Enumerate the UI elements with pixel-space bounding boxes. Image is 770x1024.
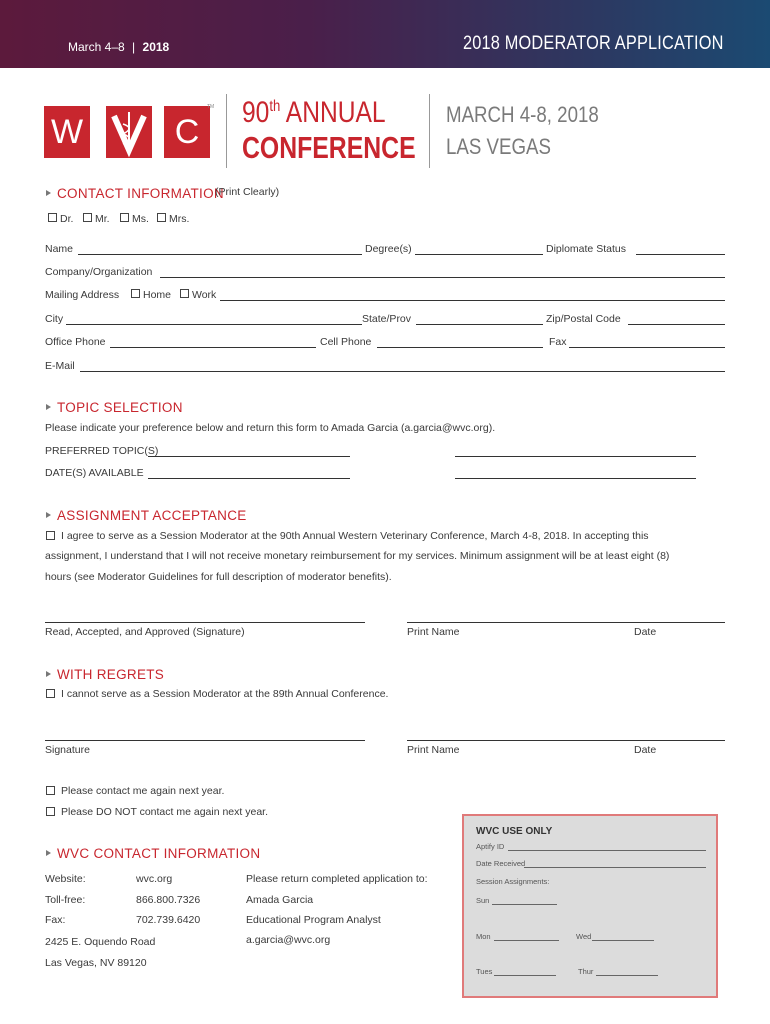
wvc-fax-value: 702.739.6420	[136, 914, 201, 926]
address-line1: 2425 E. Oquendo Road	[45, 936, 156, 948]
mailing-work-label: Work	[192, 289, 217, 301]
title-ms-checkbox[interactable]	[120, 213, 129, 222]
email-label: E-Mail	[45, 360, 75, 372]
trademark: TM	[207, 104, 215, 110]
section-arrow-icon	[46, 850, 51, 856]
assignment-print-name-label: Print Name	[407, 626, 460, 638]
caduceus-v-icon	[106, 106, 152, 158]
cell-phone-label: Cell Phone	[320, 336, 372, 348]
use-only-title: WVC USE ONLY	[476, 826, 553, 837]
assignment-text-line3: hours (see Moderator Guidelines for full description of moderator benefits).	[45, 571, 392, 583]
title-dr-label: Dr.	[60, 213, 74, 225]
preferred-topics-label: PREFERRED TOPIC(S)	[45, 445, 159, 457]
regrets-text: I cannot serve as a Session Moderator at the 89th Annual Conference.	[61, 688, 389, 700]
regrets-print-name-label: Print Name	[407, 744, 460, 756]
degrees-field[interactable]	[415, 254, 543, 255]
website-label: Website:	[45, 873, 86, 885]
contact-email[interactable]: a.garcia@wvc.org	[246, 934, 331, 946]
regrets-print-name-field[interactable]	[407, 740, 725, 741]
diplomate-field[interactable]	[636, 254, 725, 255]
mailing-home-label: Home	[143, 289, 172, 301]
do-not-contact-label: Please DO NOT contact me again next year.	[61, 806, 268, 818]
header-year: 2018	[142, 40, 170, 54]
office-phone-label: Office Phone	[45, 336, 106, 348]
assignment-signature-label: Read, Accepted, and Approved (Signature)	[45, 626, 245, 638]
header-separator: |	[132, 40, 136, 54]
dates-available-label: DATE(S) AVAILABLE	[45, 467, 144, 479]
wed-field[interactable]	[592, 940, 654, 941]
mailing-label: Mailing Address	[45, 289, 120, 301]
tollfree-value: 866.800.7326	[136, 894, 201, 906]
dates-available-field[interactable]	[148, 478, 350, 479]
wvc-contact-heading: WVC CONTACT INFORMATION	[57, 846, 261, 861]
contact-again-checkbox[interactable]	[46, 786, 55, 795]
name-field[interactable]	[78, 254, 362, 255]
agree-checkbox[interactable]	[46, 531, 55, 540]
regrets-signature-label: Signature	[45, 744, 90, 756]
title-mr-label: Mr.	[95, 213, 110, 225]
address-line2: Las Vegas, NV 89120	[45, 957, 147, 969]
session-assignments-label: Session Assignments:	[476, 877, 550, 886]
regrets-heading: WITH REGRETS	[57, 667, 165, 682]
assignment-text-line2: assignment, I understand that I will not receive monetary reimbursement for my services. Minimum assignment will be at least eight (8)	[45, 550, 670, 562]
conference-city: LAS VEGAS	[446, 134, 551, 159]
mon-field[interactable]	[494, 940, 559, 941]
state-label: State/Prov	[362, 313, 412, 325]
title-mr-checkbox[interactable]	[83, 213, 92, 222]
mailing-home-checkbox[interactable]	[131, 289, 140, 298]
header-dates	[68, 40, 169, 54]
website-value[interactable]: wvc.org	[136, 873, 173, 885]
do-not-contact-checkbox[interactable]	[46, 807, 55, 816]
logo-letter-w: W	[44, 106, 90, 158]
city-label: City	[45, 313, 64, 325]
title-dr-checkbox[interactable]	[48, 213, 57, 222]
state-field[interactable]	[416, 324, 543, 325]
mailing-field[interactable]	[220, 300, 725, 301]
zip-label: Zip/Postal Code	[546, 313, 621, 325]
diplomate-label: Diplomate Status	[546, 243, 626, 255]
title-mrs-label: Mrs.	[169, 213, 190, 225]
wvc-fax-label: Fax:	[45, 914, 66, 926]
tues-field[interactable]	[494, 975, 556, 976]
return-instructions: Please return completed application to:	[246, 873, 428, 885]
assignment-print-name-field[interactable]	[407, 622, 725, 623]
zip-field[interactable]	[628, 324, 725, 325]
sun-label: Sun	[476, 896, 490, 905]
fax-label: Fax	[549, 336, 567, 348]
header-date-range: March 4–8	[68, 40, 125, 54]
assignment-signature-field[interactable]	[45, 622, 365, 623]
cell-phone-field[interactable]	[377, 347, 543, 348]
regrets-checkbox[interactable]	[46, 689, 55, 698]
regrets-signature-field[interactable]	[45, 740, 365, 741]
tollfree-label: Toll-free:	[45, 894, 86, 906]
topic-instructions: Please indicate your preference below and return this form to Amada Garcia (a.garcia@wvc.org).	[45, 422, 496, 434]
conference-title-line1: 90th ANNUAL	[242, 96, 386, 129]
preferred-topics-field-2[interactable]	[455, 456, 696, 457]
name-label: Name	[45, 243, 74, 255]
print-clearly-note: (Print Clearly)	[215, 186, 280, 198]
email-field[interactable]	[80, 371, 725, 372]
title-ms-label: Ms.	[132, 213, 149, 225]
dates-available-field-2[interactable]	[455, 478, 696, 479]
title-mrs-checkbox[interactable]	[157, 213, 166, 222]
regrets-date-label: Date	[634, 744, 657, 756]
assignment-heading: ASSIGNMENT ACCEPTANCE	[57, 508, 247, 523]
company-label: Company/Organization	[45, 266, 153, 278]
tues-label: Tues	[476, 967, 493, 976]
logo-divider	[226, 94, 227, 168]
thur-field[interactable]	[596, 975, 658, 976]
contact-heading: CONTACT INFORMATION	[57, 186, 224, 201]
topic-heading: TOPIC SELECTION	[57, 400, 183, 415]
date-received-label: Date Received	[476, 859, 526, 868]
city-field[interactable]	[66, 324, 362, 325]
section-arrow-icon	[46, 671, 51, 677]
date-received-field[interactable]	[524, 867, 706, 868]
contact-title: Educational Program Analyst	[246, 914, 381, 926]
logo-letter-c: C	[164, 106, 210, 158]
logo-letter-v	[106, 106, 152, 158]
conference-dates: MARCH 4-8, 2018	[446, 102, 599, 127]
assignment-text-line1: I agree to serve as a Session Moderator at the 90th Annual Western Veterinary Conference, March 4-8, 2018. In accepting this	[61, 530, 649, 542]
preferred-topics-field[interactable]	[148, 456, 350, 457]
conference-title-line2: CONFERENCE	[242, 130, 416, 165]
section-arrow-icon	[46, 404, 51, 410]
section-arrow-icon	[46, 190, 51, 196]
mailing-work-checkbox[interactable]	[180, 289, 189, 298]
thur-label: Thur	[578, 967, 594, 976]
contact-again-label: Please contact me again next year.	[61, 785, 225, 797]
fax-field[interactable]	[569, 347, 725, 348]
wed-label: Wed	[576, 932, 592, 941]
mon-label: Mon	[476, 932, 491, 941]
aptify-label: Aptify ID	[476, 842, 505, 851]
logo-divider-2	[429, 94, 430, 168]
aptify-field[interactable]	[508, 850, 706, 851]
section-arrow-icon	[46, 512, 51, 518]
degrees-label: Degree(s)	[365, 243, 412, 255]
company-field[interactable]	[160, 277, 725, 278]
application-title: 2018 MODERATOR APPLICATION	[463, 33, 724, 54]
assignment-date-label: Date	[634, 626, 657, 638]
sun-field[interactable]	[492, 904, 557, 905]
office-phone-field[interactable]	[110, 347, 316, 348]
contact-name: Amada Garcia	[246, 894, 314, 906]
